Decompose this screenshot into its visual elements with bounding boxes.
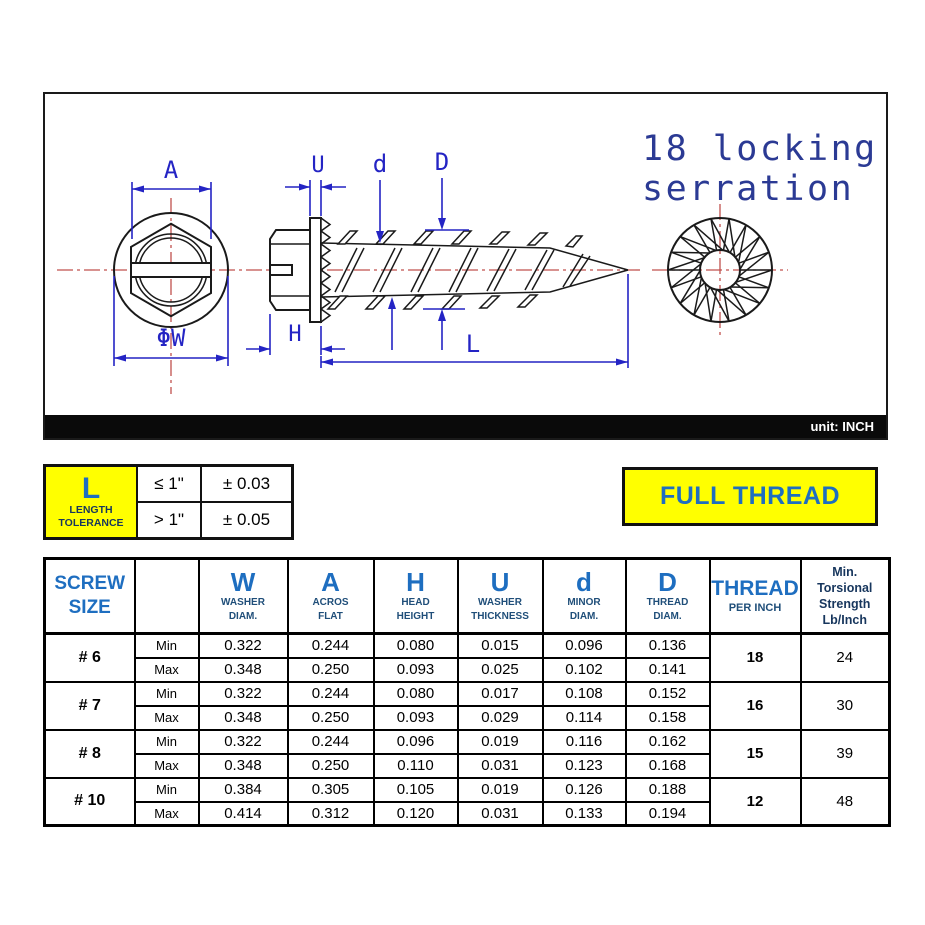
- max-value-4-2: 0.312: [288, 802, 374, 826]
- washer-plate: [310, 218, 321, 322]
- max-value-3-5: 0.123: [543, 754, 626, 778]
- min-value-3-5: 0.116: [543, 730, 626, 754]
- min-value-3-3: 0.096: [374, 730, 458, 754]
- serration-note-line1: 18 locking: [642, 129, 878, 169]
- max-label-1: Max: [135, 658, 199, 682]
- tolerance-condition-1: ≤ 1": [138, 467, 200, 501]
- header-screw-size: [45, 559, 135, 634]
- label-phiW: ΦW: [156, 324, 186, 352]
- min-value-2-2: 0.244: [288, 682, 374, 706]
- screw-drawing: [45, 94, 886, 415]
- thread-sub-label: PER INCH: [728, 602, 782, 615]
- dim-sub2-H: HEIGHT: [396, 610, 435, 622]
- dim-sub2-A: FLAT: [318, 610, 343, 622]
- unit-label: unit: INCH: [810, 419, 874, 434]
- min-value-3-6: 0.162: [626, 730, 710, 754]
- screw-size-line1: SCREW: [54, 573, 126, 595]
- tolerance-sub2: TOLERANCE: [58, 517, 124, 529]
- slot-notch: [270, 265, 292, 275]
- max-value-1-1: 0.348: [199, 658, 288, 682]
- max-value-1-2: 0.250: [288, 658, 374, 682]
- dimension-H: [246, 314, 345, 355]
- spec-row-1-min: [45, 634, 890, 658]
- tolerance-header-cell: [46, 467, 136, 537]
- max-value-2-5: 0.114: [543, 706, 626, 730]
- header-dim-D: [626, 559, 710, 634]
- size-label-3: # 8: [45, 730, 135, 778]
- dim-sub1-d: MINOR: [567, 597, 601, 609]
- technical-drawing-panel: [43, 92, 888, 440]
- size-label-2: # 7: [45, 682, 135, 730]
- dim-letter-H: H: [406, 566, 425, 597]
- label-H: H: [288, 322, 302, 347]
- min-value-3-4: 0.019: [458, 730, 543, 754]
- min-value-1-5: 0.096: [543, 634, 626, 658]
- header-dim-U: [458, 559, 543, 634]
- min-value-1-3: 0.080: [374, 634, 458, 658]
- serration-note-line2: serration: [642, 169, 855, 209]
- max-value-2-3: 0.093: [374, 706, 458, 730]
- dim-letter-A: A: [321, 566, 340, 597]
- dim-sub1-H: HEAD: [401, 597, 430, 609]
- torsional-strength-1: 24: [801, 634, 890, 682]
- dim-sub1-U: WASHER: [478, 597, 522, 609]
- screw-spec-table: [43, 557, 891, 827]
- spec-table-header-row: [45, 559, 890, 634]
- spec-row-4-min: [45, 778, 890, 802]
- min-value-2-6: 0.152: [626, 682, 710, 706]
- min-value-4-5: 0.126: [543, 778, 626, 802]
- unit-bar: [45, 415, 886, 438]
- max-value-4-4: 0.031: [458, 802, 543, 826]
- max-value-4-3: 0.120: [374, 802, 458, 826]
- strength-line-0: Min.: [832, 564, 858, 579]
- tolerance-sub1: LENGTH: [69, 503, 113, 516]
- max-value-1-3: 0.093: [374, 658, 458, 682]
- size-label-4: # 10: [45, 778, 135, 826]
- min-label-1: Min: [135, 634, 199, 658]
- min-value-4-4: 0.019: [458, 778, 543, 802]
- torsional-strength-3: 39: [801, 730, 890, 778]
- dim-letter-D: D: [658, 566, 677, 597]
- dim-sub1-W: WASHER: [221, 597, 265, 609]
- screw-size-line2: SIZE: [68, 597, 111, 618]
- min-value-4-1: 0.384: [199, 778, 288, 802]
- tolerance-letter: L: [81, 471, 101, 505]
- min-value-2-5: 0.108: [543, 682, 626, 706]
- min-value-1-4: 0.015: [458, 634, 543, 658]
- max-value-4-6: 0.194: [626, 802, 710, 826]
- max-label-4: Max: [135, 802, 199, 826]
- min-value-1-2: 0.244: [288, 634, 374, 658]
- strength-line-1: Torsional: [817, 580, 873, 595]
- dimension-D: [423, 148, 469, 350]
- max-value-3-3: 0.110: [374, 754, 458, 778]
- min-value-3-2: 0.244: [288, 730, 374, 754]
- spec-table-body: [45, 634, 890, 826]
- max-label-2: Max: [135, 706, 199, 730]
- header-dim-W: [199, 559, 288, 634]
- dim-letter-U: U: [490, 566, 510, 597]
- min-value-1-1: 0.322: [199, 634, 288, 658]
- strength-line-3: Lb/Inch: [822, 613, 867, 628]
- spec-row-2-min: [45, 682, 890, 706]
- min-label-4: Min: [135, 778, 199, 802]
- dim-sub2-d: DIAM.: [569, 610, 599, 622]
- min-value-2-4: 0.017: [458, 682, 543, 706]
- size-label-1: # 6: [45, 634, 135, 682]
- dim-sub2-U: THICKNESS: [471, 610, 529, 622]
- header-thread-per-inch: [710, 559, 801, 634]
- max-value-3-6: 0.168: [626, 754, 710, 778]
- max-value-3-1: 0.348: [199, 754, 288, 778]
- min-label-2: Min: [135, 682, 199, 706]
- thread-per-inch-3: 15: [710, 730, 801, 778]
- max-value-1-5: 0.102: [543, 658, 626, 682]
- max-value-1-4: 0.025: [458, 658, 543, 682]
- length-tolerance-table: [43, 464, 294, 540]
- min-value-1-6: 0.136: [626, 634, 710, 658]
- tolerance-value-2: ± 0.05: [202, 503, 291, 537]
- label-L: L: [465, 330, 481, 358]
- max-value-2-2: 0.250: [288, 706, 374, 730]
- spec-row-3-min: [45, 730, 890, 754]
- tolerance-condition-2: > 1": [138, 503, 200, 537]
- dim-letter-W: W: [230, 566, 256, 597]
- header-dim-A: [288, 559, 374, 634]
- dimension-L: [321, 274, 628, 368]
- max-value-2-6: 0.158: [626, 706, 710, 730]
- max-value-2-4: 0.029: [458, 706, 543, 730]
- label-D: D: [434, 148, 450, 176]
- full-thread-label: FULL THREAD: [659, 482, 841, 510]
- label-U: U: [311, 153, 325, 178]
- header-torsional-strength: [801, 559, 890, 634]
- header-dim-H: [374, 559, 458, 634]
- min-value-2-3: 0.080: [374, 682, 458, 706]
- min-value-4-2: 0.305: [288, 778, 374, 802]
- torsional-strength-2: 30: [801, 682, 890, 730]
- dim-sub2-W: DIAM.: [228, 610, 258, 622]
- torsional-strength-4: 48: [801, 778, 890, 826]
- header-dim-d: [543, 559, 626, 634]
- min-value-4-3: 0.105: [374, 778, 458, 802]
- full-thread-badge: [622, 467, 878, 526]
- dimension-U: [285, 153, 346, 216]
- max-value-2-1: 0.348: [199, 706, 288, 730]
- min-value-3-1: 0.322: [199, 730, 288, 754]
- max-value-1-6: 0.141: [626, 658, 710, 682]
- thread-main-label: THREAD: [711, 577, 799, 601]
- dim-sub1-A: ACROS: [312, 597, 349, 609]
- slot-drive: [131, 263, 211, 277]
- thread-per-inch-2: 16: [710, 682, 801, 730]
- dimension-d: [373, 150, 396, 350]
- max-label-3: Max: [135, 754, 199, 778]
- dim-letter-d: d: [576, 566, 592, 597]
- label-d: d: [372, 150, 388, 178]
- dim-sub1-D: THREAD: [646, 597, 689, 609]
- label-A: A: [163, 156, 179, 184]
- max-value-4-5: 0.133: [543, 802, 626, 826]
- thread-per-inch-4: 12: [710, 778, 801, 826]
- dim-sub2-D: DIAM.: [653, 610, 682, 622]
- header-minmax-spacer: [135, 559, 199, 634]
- strength-line-2: Strength: [819, 597, 871, 611]
- tolerance-value-1: ± 0.03: [202, 467, 291, 501]
- max-value-3-4: 0.031: [458, 754, 543, 778]
- min-value-4-6: 0.188: [626, 778, 710, 802]
- max-value-4-1: 0.414: [199, 802, 288, 826]
- thread-per-inch-1: 18: [710, 634, 801, 682]
- max-value-3-2: 0.250: [288, 754, 374, 778]
- min-label-3: Min: [135, 730, 199, 754]
- min-value-2-1: 0.322: [199, 682, 288, 706]
